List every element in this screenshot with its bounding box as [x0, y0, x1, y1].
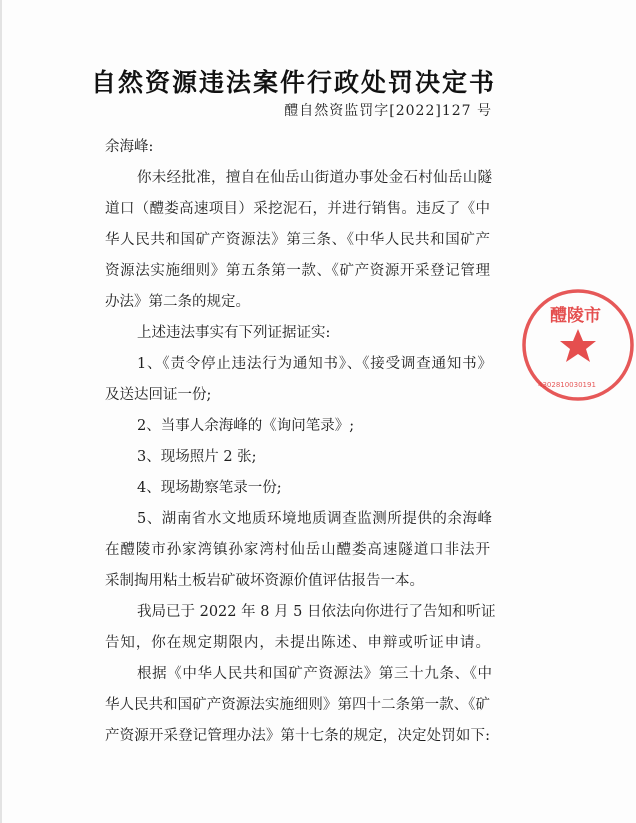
- body-line: 3、现场照片 2 张;: [137, 449, 257, 465]
- seal-text-top: 醴陵市: [550, 306, 601, 326]
- official-seal-icon: [520, 287, 636, 403]
- body-line: 道口（醴娄高速项目）采挖泥石，并进行销售。违反了《中: [105, 201, 490, 217]
- body-line: 在醴陵市孙家湾镇孙家湾村仙岳山醴娄高速隧道口非法开: [105, 542, 490, 558]
- seal-number: 4302810030191: [538, 381, 596, 389]
- body-line: 华人民共和国矿产资源法》第三条、《中华人民共和国矿产: [105, 232, 490, 248]
- body-line: 根据《中华人民共和国矿产资源法》第三十九条、《中: [137, 666, 492, 682]
- body-line: 采制掏用粘土板岩矿破坏资源价值评估报告一本。: [105, 573, 424, 589]
- body-line: 华人民共和国矿产资源法实施细则》第四十二条第一款、《矿: [105, 697, 490, 713]
- body-line: 5、湖南省水文地质环境地质调查监测所提供的余海峰: [137, 511, 492, 527]
- body-line: 上述违法事实有下列证据证实:: [137, 325, 331, 341]
- addressee: 余海峰:: [105, 139, 154, 155]
- body-line: 4、现场勘察笔录一份;: [137, 480, 282, 496]
- body-line: 及送达回证一份;: [105, 387, 212, 403]
- document-title: 自然资源违法案件行政处罚决定书: [90, 68, 496, 97]
- body-line: 产资源开采登记管理办法》第十七条的规定，决定处罚如下:: [105, 728, 490, 744]
- body-line: 我局已于 2022 年 8 月 5 日依法向你进行了告知和听证: [137, 604, 496, 620]
- document-number: 醴自然资监罚字[2022]127 号: [284, 103, 492, 119]
- body-line: 告知，你在规定期限内，未提出陈述、申辩或听证申请。: [105, 635, 490, 651]
- body-line: 资源法实施细则》第五条第一款、《矿产资源开采登记管理: [105, 263, 490, 279]
- body-line: 1、《责令停止违法行为通知书》、《接受调查通知书》: [137, 356, 492, 372]
- body-line: 你未经批准，擅自在仙岳山街道办事处金石村仙岳山隧: [137, 170, 492, 186]
- body-line: 办法》第二条的规定。: [105, 294, 250, 310]
- body-line: 2、当事人余海峰的《询问笔录》;: [137, 418, 355, 434]
